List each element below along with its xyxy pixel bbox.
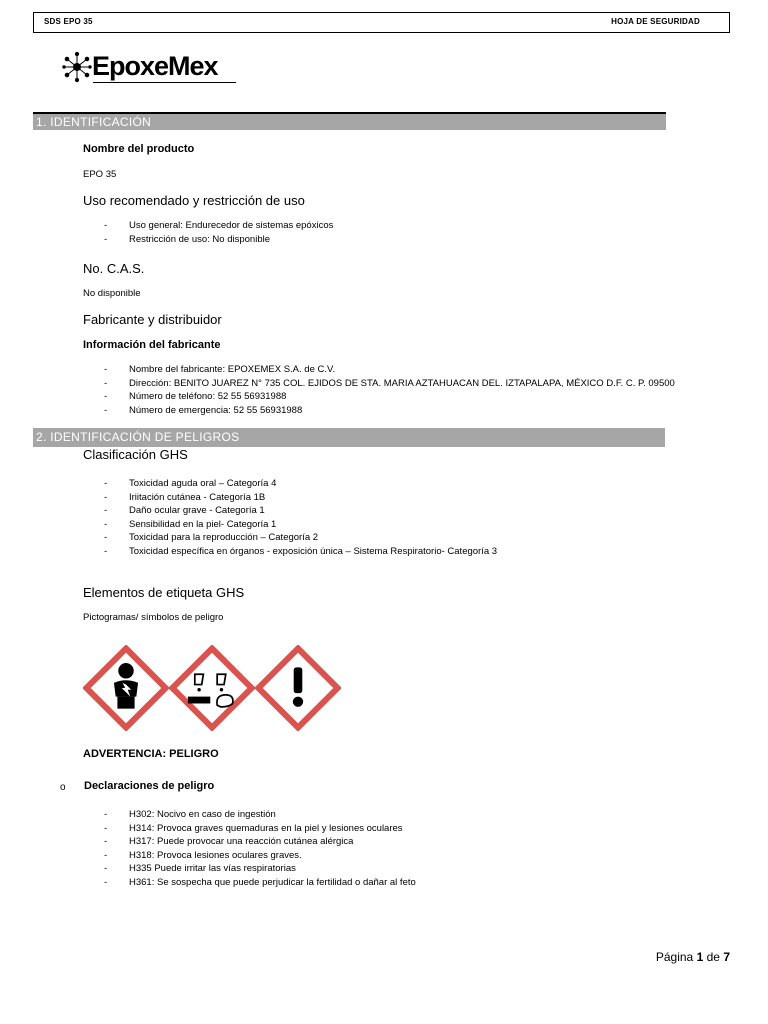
list-item: - Toxicidad específica en órganos - exposición única – Sistema Respiratorio- Categoría 3	[104, 545, 497, 559]
manufacturer-info-label: Información del fabricante	[83, 339, 221, 351]
cas-label: No. C.A.S.	[83, 261, 145, 276]
list-item: - Iriitación cutánea - Categoría 1B	[104, 491, 497, 505]
ghs-classification-list	[104, 477, 497, 558]
list-item: - Número de teléfono: 52 55 56931988	[104, 390, 675, 404]
logo-wordmark: EpoxeMex	[92, 51, 218, 81]
page-number	[656, 950, 730, 964]
hazard-statements-label: Declaraciones de peligro	[84, 780, 215, 792]
list-item: - Nombre del fabricante: EPOXEMEX S.A. de C.V.	[104, 363, 675, 377]
ghs-label-elements-label: Elementos de etiqueta GHS	[83, 585, 245, 600]
section-1-title: 1. IDENTIFICACIÓN	[36, 115, 152, 129]
health-hazard-icon	[83, 645, 169, 731]
document-header	[33, 12, 730, 33]
document-code: SDS EPO 35	[44, 17, 93, 26]
signal-word: ADVERTENCIA: PELIGRO	[83, 748, 219, 760]
exclamation-mark-icon	[255, 645, 341, 731]
molecule-logo-icon	[62, 50, 92, 84]
pictograms-label: Pictogramas/ símbolos de peligro	[83, 612, 224, 623]
ghs-classification-label: Clasificación GHS	[83, 447, 188, 462]
manufacturer-info-list	[104, 363, 675, 417]
list-item: - H335 Puede irritar las vías respiratorias	[104, 862, 416, 876]
recommended-use-list	[104, 219, 333, 246]
list-item: - H317: Puede provocar una reacción cutánea alérgica	[104, 835, 416, 849]
list-item: - H314: Provoca graves quemaduras en la piel y lesiones oculares	[104, 822, 416, 836]
list-item: - H318: Provoca lesiones oculares graves.	[104, 849, 416, 863]
section-2-title: 2. IDENTIFICACIÓN DE PELIGROS	[36, 430, 240, 444]
list-item: - Dirección: BENITO JUAREZ N° 735 COL. EJIDOS DE STA. MARIA AZTAHUACAN DEL. IZTAPALAPA, MÉXICO D.F. C. P. 09500	[104, 377, 675, 391]
manufacturer-label: Fabricante y distribuidor	[83, 312, 222, 327]
of-word: de	[706, 950, 720, 964]
document-type: HOJA DE SEGURIDAD	[611, 17, 700, 26]
list-item: - Toxicidad para la reproducción – Categoría 2	[104, 531, 497, 545]
list-item: - H361: Se sospecha que puede perjudicar la fertilidad o dañar al feto	[104, 876, 416, 890]
logo-underline	[93, 82, 236, 83]
product-name-value: EPO 35	[83, 169, 117, 180]
list-item: - Toxicidad aguda oral – Categoría 4	[104, 477, 497, 491]
cas-value: No disponible	[83, 288, 141, 299]
hazard-statements-list	[104, 808, 416, 889]
product-name-label: Nombre del producto	[83, 143, 195, 155]
list-item: - Restricción de uso: No disponible	[104, 233, 333, 247]
bullet-marker: o	[60, 782, 66, 793]
company-logo	[62, 50, 242, 86]
list-item: - H302: Nocivo en caso de ingestión	[104, 808, 416, 822]
page-word: Página	[655, 950, 694, 964]
list-item: - Uso general: Endurecedor de sistemas epóxicos	[104, 219, 333, 233]
current-page: 1	[696, 950, 704, 964]
list-item: - Daño ocular grave - Categoría 1	[104, 504, 497, 518]
corrosion-icon	[169, 645, 255, 731]
total-pages: 7	[723, 950, 730, 964]
section-1-bar	[33, 112, 666, 130]
list-item: - Sensibilidad en la piel- Categoría 1	[104, 518, 497, 532]
list-item: - Número de emergencia: 52 55 56931988	[104, 404, 675, 418]
recommended-use-label: Uso recomendado y restricción de uso	[83, 193, 305, 208]
section-2-bar	[33, 428, 665, 447]
